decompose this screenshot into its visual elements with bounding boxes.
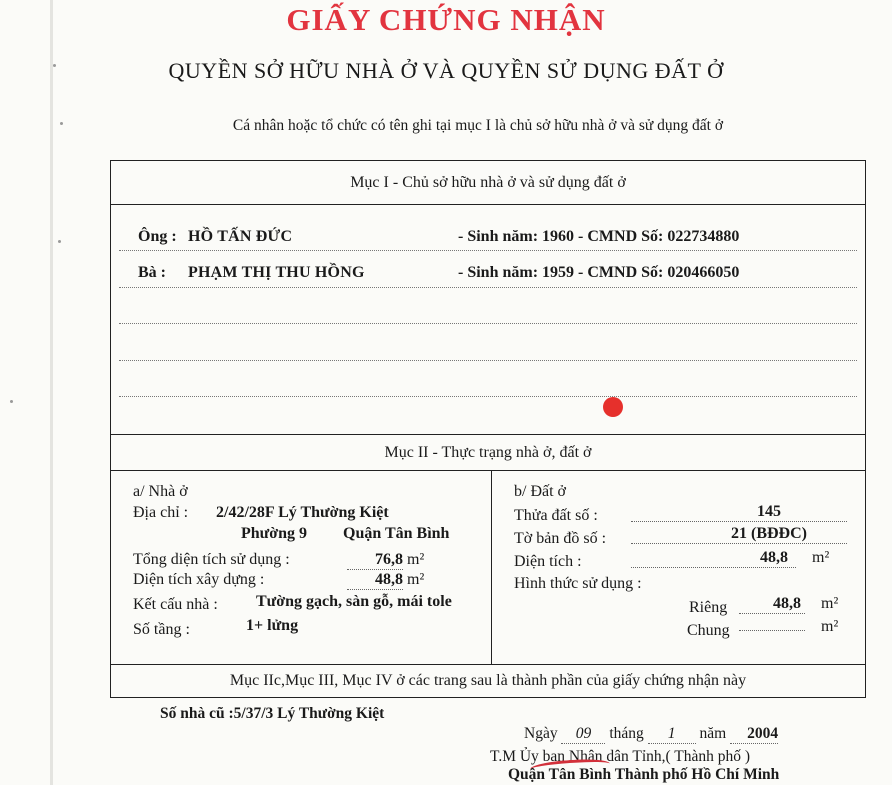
address-line1: 2/42/28F Lý Thường Kiệt <box>216 504 389 521</box>
plot-field <box>631 503 847 522</box>
owner-name: HỒ TẤN ĐỨC <box>188 228 293 245</box>
private-label: Riêng <box>689 599 728 616</box>
year-value: 2004 <box>730 725 778 744</box>
owner-info-1: - Sinh năm: 1960 - CMND Số: 022734880 <box>458 228 740 245</box>
floors-value: 1+ lửng <box>246 617 299 634</box>
section1-heading: Mục I - Chủ sở hữu nhà ở và sử dụng đất ở <box>350 174 626 191</box>
land-label: b/ Đất ở <box>514 483 567 500</box>
section2-heading: Mục II - Thực trạng nhà ở, đất ở <box>384 444 592 461</box>
owner-name: PHẠM THỊ THU HỒNG <box>188 264 365 281</box>
land-area-value: 48,8 <box>631 549 796 568</box>
document-subtitle: QUYỀN SỞ HỮU NHÀ Ở VÀ QUYỀN SỬ DỤNG ĐẤT Ở <box>168 58 724 83</box>
total-area-value: 76,8 <box>347 551 403 570</box>
unit-m2: m² <box>821 595 839 612</box>
edge-speck <box>58 240 61 243</box>
build-area-value: 48,8 <box>347 571 403 590</box>
owner-row-1 <box>138 228 292 246</box>
dotted-line <box>119 360 857 361</box>
address-district: Quận Tân Bình <box>343 525 450 542</box>
divider <box>111 434 865 435</box>
day-label: Ngày <box>524 725 558 742</box>
usage-label: Hình thức sử dụng : <box>514 575 642 592</box>
total-area-label: Tổng diện tích sử dụng : <box>133 551 290 568</box>
land-area-label: Diện tích : <box>514 553 582 570</box>
red-marker-dot <box>603 397 623 417</box>
build-area-label: Diện tích xây dựng : <box>133 571 265 588</box>
edge-speck <box>10 400 13 403</box>
private-field <box>739 595 838 614</box>
house-label: a/ Nhà ở <box>133 483 188 500</box>
map-label: Tờ bản đồ số : <box>514 530 607 547</box>
column-divider <box>491 470 492 665</box>
district-line: Quận Tân Bình Thành phố Hồ Chí Minh <box>508 766 780 783</box>
structure-label: Kết cấu nhà : <box>133 596 218 613</box>
divider <box>111 470 865 471</box>
address-label: Địa chỉ : <box>133 504 189 521</box>
plot-value: 145 <box>631 503 847 522</box>
floors-label: Số tầng : <box>133 621 190 638</box>
document-title: GIẤY CHỨNG NHẬN <box>286 2 606 37</box>
plot-label: Thửa đất số : <box>514 507 598 524</box>
build-area-field <box>347 571 424 590</box>
total-area-field <box>347 551 424 570</box>
divider <box>111 204 865 205</box>
divider <box>111 664 865 665</box>
private-value: 48,8 <box>739 595 805 614</box>
dotted-line <box>119 287 857 288</box>
land-area-field <box>631 549 829 568</box>
structure-value: Tường gạch, sàn gỗ, mái tole <box>256 593 452 610</box>
shared-label: Chung <box>687 622 730 639</box>
year-label: năm <box>699 725 727 742</box>
owner-row-2 <box>138 264 365 282</box>
dotted-line <box>119 250 857 251</box>
unit-m2: m² <box>407 571 425 588</box>
month-value: 1 <box>648 725 696 744</box>
issue-date <box>524 725 778 744</box>
owner-info-2: - Sinh năm: 1959 - CMND Số: 020466050 <box>458 264 740 281</box>
shared-value <box>739 630 805 631</box>
day-value: 09 <box>561 725 605 744</box>
owner-role: Ông : <box>138 228 177 245</box>
map-value: 21 (BĐĐC) <box>631 525 847 544</box>
dotted-line <box>119 323 857 324</box>
intro-label: Cá nhân hoặc tổ chức có tên ghi tại mục I là chủ sở hữu nhà ở và sử dụng đất ở <box>232 117 724 134</box>
month-label: tháng <box>609 725 644 742</box>
footer-note: Mục IIc,Mục III, Mục IV ở các trang sau là thành phần của giấy chứng nhận này <box>229 672 747 689</box>
unit-m2: m² <box>812 549 830 566</box>
address-ward: Phường 9 <box>241 525 308 542</box>
map-field <box>631 525 847 544</box>
certificate-frame <box>110 160 866 698</box>
shared-field <box>739 618 838 636</box>
unit-m2: m² <box>407 551 425 568</box>
owner-role: Bà : <box>138 264 166 281</box>
unit-m2: m² <box>821 618 839 635</box>
committee-line: T.M Ủy ban Nhân dân Tỉnh,( Thành phố ) <box>490 748 751 765</box>
intro-text <box>0 117 892 135</box>
old-house-number: Số nhà cũ :5/37/3 Lý Thường Kiệt <box>160 705 385 722</box>
dotted-line <box>119 396 857 397</box>
